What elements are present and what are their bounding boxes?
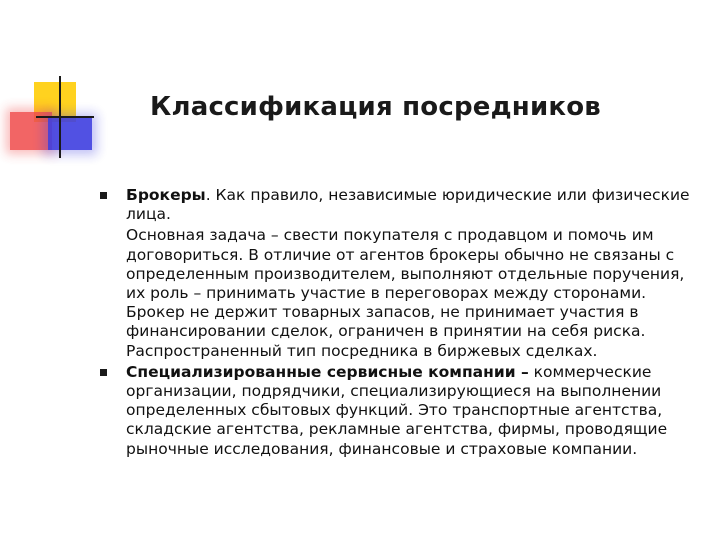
bullet-text [126,186,696,224]
bullet-list [96,186,696,461]
bullet-extra-text: Основная задача – свести покупателя с продавцом и помочь им договориться. В отличие от агентов брокеры обычно не связаны с определенным производителем, выполняют отдельные поручения, их роль – принимать участие в переговорах между сторонами. Брокер не держит товарных запасов, не принимает участия в финансировании сделок, ограничен в принятии на себя риска. Распространенный тип посредника в биржевых сделках. [126,226,685,360]
bullet-lead: Брокеры [126,186,206,204]
bullet-item-brokers [96,186,696,361]
square-bullet-icon [100,369,107,376]
slide-title: Классификация посредников [150,92,601,122]
bullet-text [126,363,696,459]
bullet-body: коммерческие организации, подрядчики, специализирующиеся на выполнении определенных сбытовых функций. Это транспортные агентства, складские агентства, рекламные агентства, фирмы, проводящие рыночные исследования, финансовые и страховые компании. [126,362,668,458]
bullet-item-service-companies [96,363,696,459]
decorative-logo [0,0,100,170]
square-bullet-icon [100,192,107,199]
bullet-body: . Как правило, независимые юридические или физические лица. [126,186,690,224]
bullet-lead: Специализированные сервисные компании – [126,362,529,381]
blue-square-decoration [48,118,92,150]
horizontal-line-decoration [36,116,94,118]
